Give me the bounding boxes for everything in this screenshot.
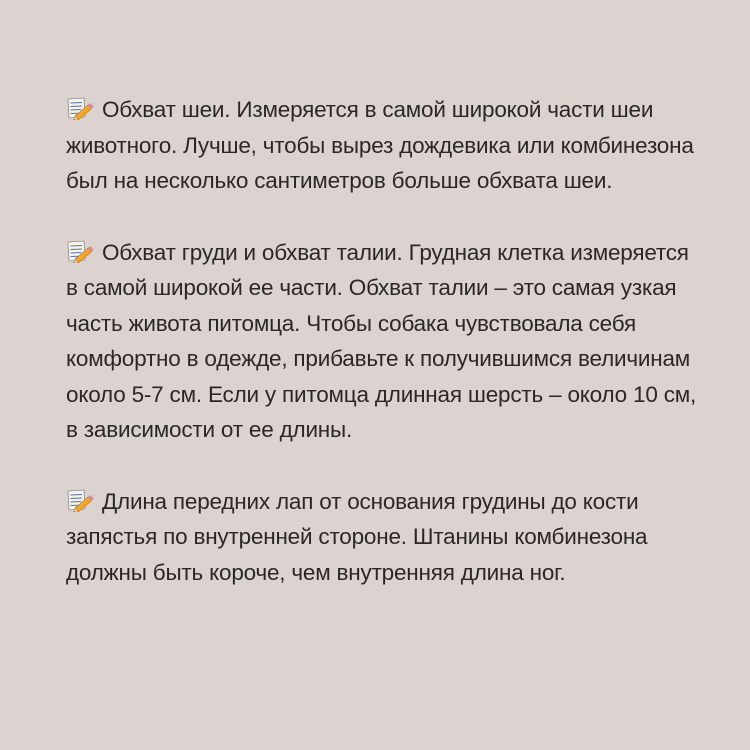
paragraph-front-legs-text: Длина передних лап от основания грудины до кости запястья по внутренней стороне. Штанины комбинезона должны быть короче, чем внутренняя длина ног. bbox=[66, 488, 648, 585]
paragraph-front-legs bbox=[66, 484, 706, 591]
paragraph-chest-waist-text: Обхват груди и обхват талии. Грудная клетка измеряется в самой широкой ее части. Обхват талии – это самая узкая часть живота питомца. Чтобы собака чувствовала себя комфортно в одежде, прибавьте к получившимся величинам около 5-7 см. Если у питомца длинная шерсть – около 10 см, в зависимости от ее длины. bbox=[66, 239, 697, 442]
memo-pencil-icon bbox=[66, 488, 96, 512]
paragraph-neck bbox=[66, 92, 706, 199]
paragraph-chest-waist bbox=[66, 235, 706, 448]
memo-pencil-icon bbox=[66, 239, 96, 263]
text-content bbox=[66, 92, 706, 590]
paragraph-neck-text: Обхват шеи. Измеряется в самой широкой части шеи животного. Лучше, чтобы вырез дождевика или комбинезона был на несколько сантиметров больше обхвата шеи. bbox=[66, 97, 694, 193]
memo-pencil-icon bbox=[66, 96, 96, 120]
